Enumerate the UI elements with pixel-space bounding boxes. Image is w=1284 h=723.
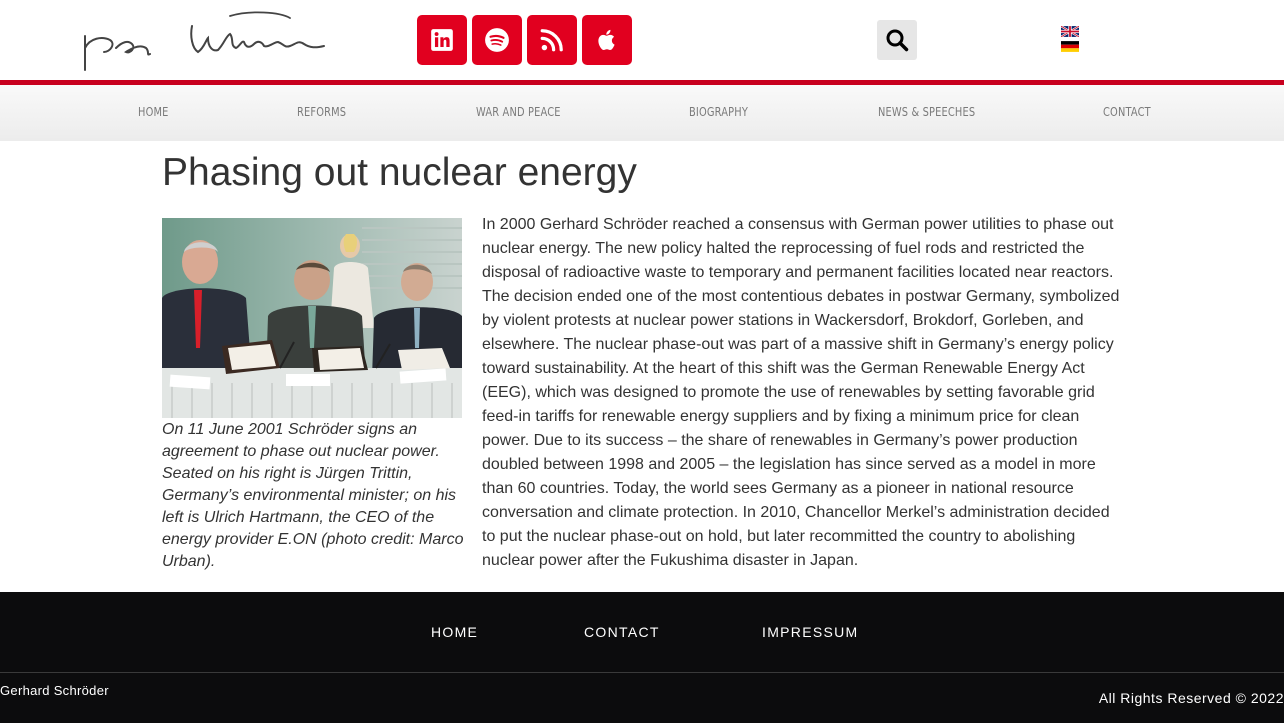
footer-link-impressum[interactable]: IMPRESSUM [762,624,859,640]
nav-item-contact[interactable]: CONTACT [1103,105,1151,119]
social-links [417,15,632,65]
apple-podcasts-button[interactable] [582,15,632,65]
footer-divider [0,672,1284,673]
language-switcher [1061,26,1079,52]
apple-icon [594,27,620,53]
linkedin-button[interactable] [417,15,467,65]
rss-icon [539,27,565,53]
signing-ceremony-photo [162,218,462,418]
site-footer [0,592,1284,723]
nav-item-biography[interactable]: BIOGRAPHY [689,105,749,119]
footer-link-home[interactable]: HOME [431,624,479,640]
page-title: Phasing out nuclear energy [162,151,637,194]
spotify-icon [484,27,510,53]
footer-site-name: Gerhard Schröder [0,683,109,698]
article-body: In 2000 Gerhard Schröder reached a consensus with German power utilities to phase out nuclear energy. The new policy halted the reprocessing of fuel rods and restricted the disposal of radioactive waste to temporary and permanent facilities located near reactors. The decision ended one of the most contentious debates in postwar Germany, symbolized by violent protests at nuclear power stations in Wackersdorf, Brokdorf, Gorleben, and elsewhere. The nuclear phase-out was part of a massive shift in Germany’s energy policy toward sustainability. At the heart of this shift was the German Renewable Energy Act (EEG), which was designed to promote the use of renewables by setting favorable grid feed-in tariffs for renewable energy suppliers and by fixing a minimum price for clean power. Due to its success – the share of renewables in Germany’s power production doubled between 1998 and 2005 – the legislation has since served as a model in more than 60 countries. Today, the world sees Germany as a pioneer in national resource conversation and climate protection. In 2010, Chancellor Merkel’s administration decided to put the nuclear phase-out on hold, but later recommitted the country to abolishing nuclear power after the Fukushima disaster in Japan. [482,216,1120,569]
spotify-button[interactable] [472,15,522,65]
signature-logo[interactable] [80,8,330,74]
nav-item-home[interactable]: HOME [138,105,169,119]
main-nav [0,85,1284,141]
site-header [0,0,1284,80]
footer-copyright: All Rights Reserved © 2022 [1098,690,1284,706]
german-flag-icon[interactable] [1061,41,1079,52]
article-photo [162,218,462,418]
nav-item-news-speeches[interactable]: NEWS & SPEECHES [878,105,976,119]
footer-link-contact[interactable]: CONTACT [584,624,660,640]
signature-icon [80,8,330,74]
photo-caption: On 11 June 2001 Schröder signs an agreement to phase out nuclear power. Seated on his right is Jürgen Trittin, Germany’s environmental minister; on his left is Ulrich Hartmann, the CEO of the energy provider E.ON (photo credit: Marco Urban). [162,421,464,570]
linkedin-icon [429,27,455,53]
rss-button[interactable] [527,15,577,65]
search-button[interactable] [877,20,917,60]
english-flag-icon[interactable] [1061,26,1079,37]
nav-item-reforms[interactable]: REFORMS [297,105,347,119]
nav-item-war-and-peace[interactable]: WAR AND PEACE [476,105,561,119]
search-icon [885,28,909,52]
